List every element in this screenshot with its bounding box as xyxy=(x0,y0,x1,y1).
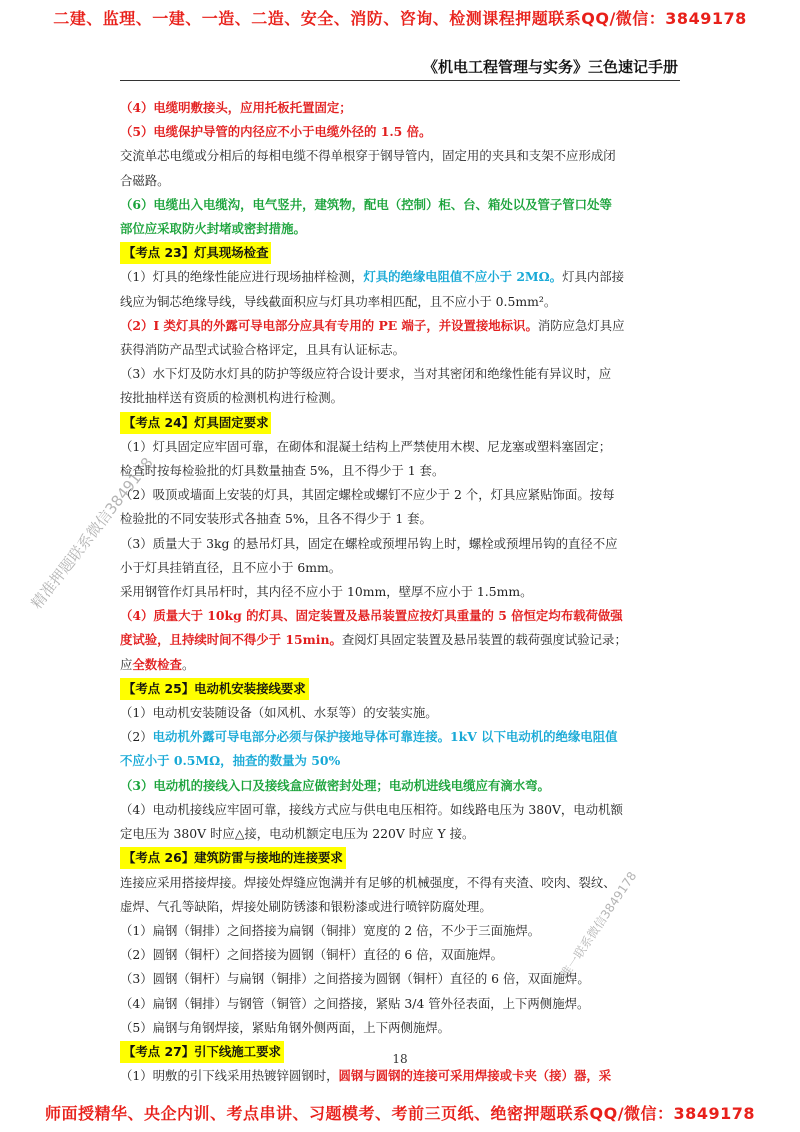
text-segment: 灯具内部接 xyxy=(562,269,625,285)
text-segment: （3）圆钢（铜杆）与扁钢（铜排）之间搭接为圆钢（铜杆）直径的 6 倍，双面施焊。 xyxy=(120,971,590,987)
text-line xyxy=(120,435,682,459)
text-segment: （4）电动机接线应牢固可靠，接线方式应与供电电压相符。如线路电压为 380V，电动机额 xyxy=(120,801,623,817)
text-line xyxy=(120,507,682,531)
text-line xyxy=(120,314,682,338)
text-segment: 线应为铜芯绝缘导线，导线截面积应与灯具功率相匹配，且不应小于 0.5mm²。 xyxy=(120,293,557,309)
text-line xyxy=(120,556,682,580)
text-segment: 检查时按每检验批的灯具数量抽查 5%，且不得少于 1 套。 xyxy=(120,463,445,479)
text-segment: 查阅灯具固定装置及悬吊装置的载荷强度试验记录； xyxy=(341,632,627,648)
heading-label: 【考点 25】电动机安装接线要求 xyxy=(120,678,309,700)
page-number: 18 xyxy=(392,1052,408,1066)
highlight-cyan: 电动机外露可导电部分必须与保护接地导体可靠连接。1kV 以下电动机的绝缘电阻值 xyxy=(152,729,618,745)
text-segment: （5）扁钢与角钢焊接，紧贴角钢外侧两面，上下两侧施焊。 xyxy=(120,1019,451,1035)
text-line xyxy=(120,1016,682,1040)
text-line xyxy=(120,871,682,895)
highlight-cyan: 不应小于 0.5MΩ，抽查的数量为 50% xyxy=(120,753,341,769)
text-segment: （2）吸顶或墙面上安装的灯具，其固定螺栓或螺钉不应少于 2 个，灯具应紧贴饰面。按每 xyxy=(120,487,615,503)
highlight-red: （5） xyxy=(120,124,154,140)
text-segment: （2）圆钢（铜杆）之间搭接为圆钢（铜杆）直径的 6 倍，双面施焊。 xyxy=(120,947,503,963)
text-line xyxy=(120,701,682,725)
text-line xyxy=(120,628,682,652)
text-line xyxy=(120,653,682,677)
section-heading xyxy=(120,677,682,701)
text-line xyxy=(120,798,682,822)
text-line xyxy=(120,120,682,144)
text-segment: （1）扁钢（铜排）之间搭接为扁钢（铜排）宽度的 2 倍，不少于三面施焊。 xyxy=(120,922,541,938)
heading-label: 【考点 26】建筑防雷与接地的连接要求 xyxy=(120,847,346,869)
text-line xyxy=(120,290,682,314)
text-segment: 应 xyxy=(120,656,133,672)
text-line xyxy=(120,604,682,628)
text-line xyxy=(120,725,682,749)
text-line xyxy=(120,532,682,556)
heading-label: 【考点 24】灯具固定要求 xyxy=(120,412,271,434)
header-rule xyxy=(120,80,680,81)
highlight-red: （4） xyxy=(120,100,154,115)
text-segment: （1）明敷的引下线采用热镀锌圆钢时， xyxy=(120,1068,339,1084)
text-line xyxy=(120,580,682,604)
highlight-red: （4）质量大于 10kg 的灯具、固定装置及悬吊装置应按灯具重量的 5 倍恒定均布载荷做强 xyxy=(120,608,623,624)
text-line xyxy=(120,749,682,773)
text-line xyxy=(120,822,682,846)
text-segment: （1）电动机安装随设备（如风机、水泵等）的安装实施。 xyxy=(120,705,438,721)
section-heading xyxy=(120,846,682,870)
text-segment: 。 xyxy=(181,656,195,672)
text-line xyxy=(120,483,682,507)
text-segment: 交流单芯电缆或分相后的每相电缆不得单根穿于钢导管内，固定用的夹具和支架不应形成闭 xyxy=(120,148,616,164)
text-line xyxy=(120,943,682,967)
text-line xyxy=(120,144,682,168)
heading-label: 【考点 27】引下线施工要求 xyxy=(120,1041,284,1063)
top-banner: 二建、监理、一建、一造、二造、安全、消防、咨询、检测课程押题联系QQ/微信：3849178 xyxy=(53,9,747,28)
text-segment: 定电压为 380V 时应△接，电动机额定电压为 220V 时应 Y 接。 xyxy=(120,826,475,842)
text-line xyxy=(120,774,682,798)
watermark-left: 精准押题联系微信3849178 xyxy=(27,454,157,613)
highlight-cyan: 灯具的绝缘电阻值不应小于 2MΩ。 xyxy=(363,269,563,285)
text-segment: 检验批的不同安装形式各抽查 5%，且各不得少于 1 套。 xyxy=(120,511,432,527)
highlight-red: 圆钢与圆钢的连接可采用焊接或卡夹（接）器，采 xyxy=(338,1068,612,1084)
text-line xyxy=(120,386,682,410)
text-segment: 虚焊、气孔等缺陷，焊接处刷防锈漆和银粉漆或进行喷锌防腐处理。 xyxy=(120,898,492,914)
highlight-red: 电缆明敷接头，应用托板托置固定； xyxy=(153,100,352,115)
highlight-green: 部位应采取防火封堵或密封措施。 xyxy=(120,221,306,237)
text-segment: 小于灯具挂销直径，且不应小于 6mm。 xyxy=(120,559,342,575)
text-line xyxy=(120,1064,682,1088)
heading-label: 【考点 23】灯具现场检查 xyxy=(120,242,271,264)
text-line xyxy=(120,459,682,483)
highlight-red: 全数检查 xyxy=(132,656,182,672)
text-segment: 消防应急灯具应 xyxy=(537,317,625,333)
section-heading xyxy=(120,411,682,435)
text-line xyxy=(120,217,682,241)
text-segment: （1）灯具固定应牢固可靠，在砌体和混凝土结构上严禁使用木楔、尼龙塞或塑料塞固定； xyxy=(120,438,612,454)
text-segment: （4）扁钢（铜排）与钢管（铜管）之间搭接，紧贴 3/4 管外径表面，上下两侧施焊。 xyxy=(120,995,590,1011)
text-line xyxy=(120,362,682,386)
text-segment: 合磁路。 xyxy=(120,172,170,188)
text-line xyxy=(120,338,682,362)
section-heading xyxy=(120,241,682,265)
bottom-banner: 师面授精华、央企内训、考点串讲、习题模考、考前三页纸、绝密押题联系QQ/微信：3849178 xyxy=(45,1104,755,1123)
text-line xyxy=(120,265,682,289)
text-line xyxy=(120,992,682,1016)
highlight-red: 电缆保护导管的内径应不小于电缆外径的 1.5 倍。 xyxy=(153,124,432,140)
text-segment: （3）质量大于 3kg 的悬吊灯具，固定在螺栓或预埋吊钩上时，螺栓或预埋吊钩的直径不应 xyxy=(120,535,618,551)
text-segment: 按批抽样送有资质的检测机构进行检测。 xyxy=(120,390,344,406)
text-line xyxy=(120,967,682,991)
text-segment: （3）水下灯及防水灯具的防护等级应符合设计要求，当对其密闭和绝缘性能有异议时，应 xyxy=(120,366,612,382)
watermark-right: 唯一联系微信3849178 xyxy=(557,869,640,981)
text-segment: 采用钢管作灯具吊杆时，其内径不应小于 10mm，壁厚不应小于 1.5mm。 xyxy=(120,584,533,600)
highlight-red: 度试验，且持续时间不得少于 15min。 xyxy=(120,632,342,648)
text-line xyxy=(120,96,682,120)
text-segment: （2） xyxy=(120,729,153,745)
highlight-red: （2）I 类灯具的外露可导电部分应具有专用的 PE 端子，并设置接地标识。 xyxy=(120,317,538,333)
text-segment: （1）灯具的绝缘性能应进行现场抽样检测， xyxy=(120,269,364,285)
text-line xyxy=(120,169,682,193)
highlight-green: （6）电缆出入电缆沟，电气竖井，建筑物，配电（控制）柜、台、箱处以及管子管口处等 xyxy=(120,196,612,212)
header-title: 《机电工程管理与实务》三色速记手册 xyxy=(422,58,678,76)
text-segment: 获得消防产品型式试验合格评定，且具有认证标志。 xyxy=(120,342,405,358)
text-line xyxy=(120,193,682,217)
text-segment: 连接应采用搭接焊接。焊接处焊缝应饱满并有足够的机械强度，不得有夹渣、咬肉、裂纹、 xyxy=(120,874,616,890)
highlight-green: （3）电动机的接线入口及接线盒应做密封处理；电动机进线电缆应有滴水弯。 xyxy=(120,777,550,793)
